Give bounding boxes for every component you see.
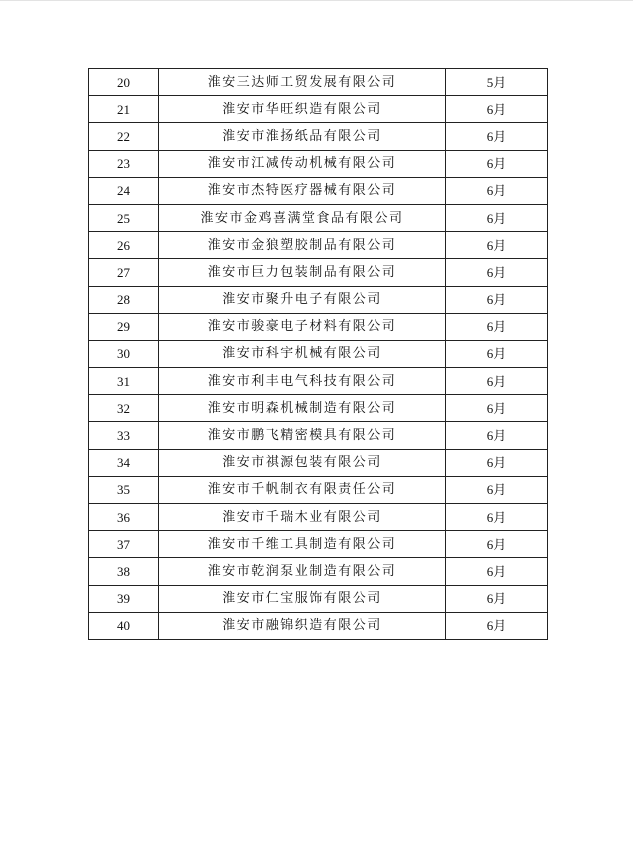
- table-body: [89, 69, 548, 640]
- table-row: [89, 177, 548, 204]
- company-name: 淮安市鹏飞精密模具有限公司: [159, 422, 446, 449]
- table-row: [89, 531, 548, 558]
- row-number: 36: [89, 504, 159, 531]
- table-row: [89, 259, 548, 286]
- month-cell: 5月: [446, 69, 548, 96]
- table-row: [89, 504, 548, 531]
- row-number: 28: [89, 286, 159, 313]
- row-number: 33: [89, 422, 159, 449]
- row-number: 29: [89, 313, 159, 340]
- company-name: 淮安市巨力包装制品有限公司: [159, 259, 446, 286]
- table-row: [89, 612, 548, 639]
- row-number: 26: [89, 232, 159, 259]
- table-row: [89, 558, 548, 585]
- page-top-border: [0, 0, 633, 1]
- table-row: [89, 204, 548, 231]
- row-number: 27: [89, 259, 159, 286]
- row-number: 31: [89, 368, 159, 395]
- month-cell: 6月: [446, 422, 548, 449]
- table-row: [89, 476, 548, 503]
- table-row: [89, 313, 548, 340]
- company-name: 淮安市千维工具制造有限公司: [159, 531, 446, 558]
- month-cell: 6月: [446, 150, 548, 177]
- month-cell: 6月: [446, 313, 548, 340]
- month-cell: 6月: [446, 232, 548, 259]
- row-number: 25: [89, 204, 159, 231]
- row-number: 34: [89, 449, 159, 476]
- company-name: 淮安市明森机械制造有限公司: [159, 395, 446, 422]
- company-name: 淮安市骏豪电子材料有限公司: [159, 313, 446, 340]
- table-row: [89, 395, 548, 422]
- month-cell: 6月: [446, 612, 548, 639]
- company-name: 淮安市淮扬纸品有限公司: [159, 123, 446, 150]
- company-name: 淮安市千帆制衣有限责任公司: [159, 476, 446, 503]
- table-row: [89, 449, 548, 476]
- company-name: 淮安市祺源包装有限公司: [159, 449, 446, 476]
- company-list-table: [88, 68, 548, 640]
- table-row: [89, 232, 548, 259]
- month-cell: 6月: [446, 123, 548, 150]
- company-name: 淮安市聚升电子有限公司: [159, 286, 446, 313]
- month-cell: 6月: [446, 204, 548, 231]
- month-cell: 6月: [446, 395, 548, 422]
- table-row: [89, 123, 548, 150]
- row-number: 38: [89, 558, 159, 585]
- row-number: 20: [89, 69, 159, 96]
- company-name: 淮安市杰特医疗器械有限公司: [159, 177, 446, 204]
- month-cell: 6月: [446, 177, 548, 204]
- table-row: [89, 422, 548, 449]
- row-number: 22: [89, 123, 159, 150]
- company-name: 淮安市科宇机械有限公司: [159, 340, 446, 367]
- company-name: 淮安市利丰电气科技有限公司: [159, 368, 446, 395]
- row-number: 39: [89, 585, 159, 612]
- row-number: 24: [89, 177, 159, 204]
- month-cell: 6月: [446, 259, 548, 286]
- month-cell: 6月: [446, 449, 548, 476]
- company-name: 淮安市金鸡喜满堂食品有限公司: [159, 204, 446, 231]
- company-name: 淮安市乾润泵业制造有限公司: [159, 558, 446, 585]
- company-name: 淮安市仁宝服饰有限公司: [159, 585, 446, 612]
- table-row: [89, 340, 548, 367]
- table-row: [89, 585, 548, 612]
- company-name: 淮安市华旺织造有限公司: [159, 96, 446, 123]
- month-cell: 6月: [446, 504, 548, 531]
- table-row: [89, 150, 548, 177]
- company-name: 淮安市融锦织造有限公司: [159, 612, 446, 639]
- table-row: [89, 368, 548, 395]
- month-cell: 6月: [446, 531, 548, 558]
- month-cell: 6月: [446, 368, 548, 395]
- company-name: 淮安市江减传动机械有限公司: [159, 150, 446, 177]
- company-name: 淮安三达师工贸发展有限公司: [159, 69, 446, 96]
- row-number: 37: [89, 531, 159, 558]
- month-cell: 6月: [446, 340, 548, 367]
- row-number: 23: [89, 150, 159, 177]
- month-cell: 6月: [446, 476, 548, 503]
- table-row: [89, 286, 548, 313]
- row-number: 30: [89, 340, 159, 367]
- company-name: 淮安市金狼塑胶制品有限公司: [159, 232, 446, 259]
- table-row: [89, 96, 548, 123]
- month-cell: 6月: [446, 96, 548, 123]
- row-number: 32: [89, 395, 159, 422]
- month-cell: 6月: [446, 286, 548, 313]
- row-number: 35: [89, 476, 159, 503]
- month-cell: 6月: [446, 558, 548, 585]
- month-cell: 6月: [446, 585, 548, 612]
- table-row: [89, 69, 548, 96]
- company-name: 淮安市千瑞木业有限公司: [159, 504, 446, 531]
- row-number: 40: [89, 612, 159, 639]
- row-number: 21: [89, 96, 159, 123]
